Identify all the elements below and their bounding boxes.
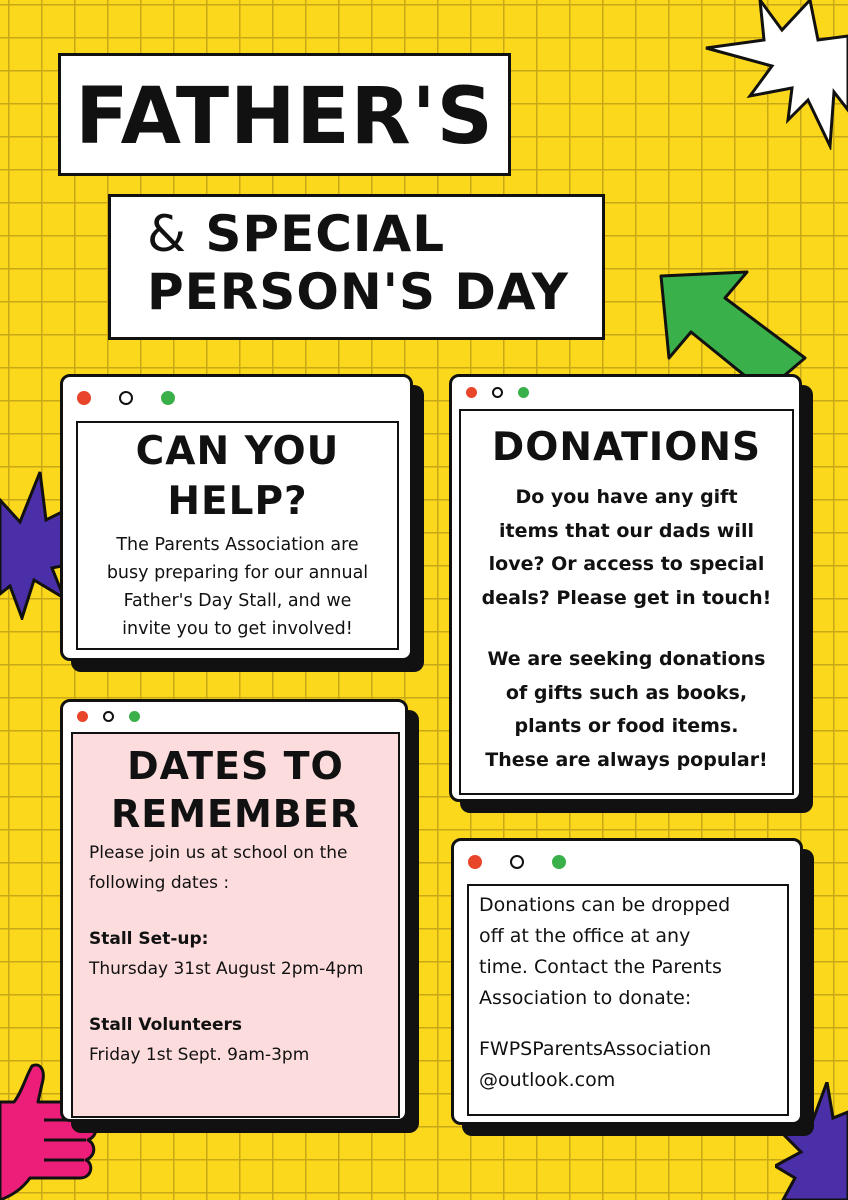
donations-text-line: plants or food items. xyxy=(514,715,739,737)
dates-heading-line-1: DATES TO xyxy=(127,744,344,788)
red-dot-icon xyxy=(77,711,88,722)
green-dot-icon xyxy=(518,387,529,398)
help-card-content xyxy=(76,421,399,650)
title-line-2 xyxy=(108,194,605,340)
donations-text-line: deals? Please get in touch! xyxy=(481,586,772,609)
help-text-line: The Parents Association are xyxy=(116,535,359,555)
contact-email[interactable]: FWPSParentsAssociation xyxy=(479,1038,712,1060)
dates-text xyxy=(73,838,398,1070)
dropoff-text xyxy=(469,886,787,1096)
dropoff-text-line: off at the office at any xyxy=(479,925,691,947)
title-fathers: FATHER'S xyxy=(75,72,494,162)
white-dot-icon xyxy=(119,391,133,405)
title-persons-day: PERSON'S DAY xyxy=(147,263,570,321)
help-heading-line-2: HELP? xyxy=(167,479,308,524)
red-dot-icon xyxy=(468,855,482,869)
donations-text-line: items that our dads will xyxy=(499,519,754,542)
white-dot-icon xyxy=(103,711,114,722)
help-text-line: invite you to get involved! xyxy=(122,619,353,639)
dates-heading-line-2: REMEMBER xyxy=(111,792,360,836)
dropoff-text-line: time. Contact the Parents xyxy=(479,956,722,978)
dates-card-content xyxy=(71,732,400,1118)
white-starburst-icon xyxy=(700,0,848,150)
white-dot-icon xyxy=(492,387,503,398)
donations-text-line: These are always popular! xyxy=(485,748,768,771)
dropoff-card-content xyxy=(467,884,789,1116)
donations-text-line: of gifts such as books, xyxy=(505,681,748,704)
volunteers-date: Friday 1st Sept. 9am-3pm xyxy=(89,1045,310,1065)
help-text-line: Father's Day Stall, and we xyxy=(123,591,352,611)
donations-text-line: Do you have any gift xyxy=(515,486,738,508)
dates-card xyxy=(60,699,408,1122)
dropoff-text-line: Donations can be dropped xyxy=(479,894,731,916)
dropoff-text-line: Association to donate: xyxy=(479,987,692,1009)
help-heading xyxy=(78,427,397,527)
volunteers-label: Stall Volunteers xyxy=(89,1015,243,1035)
dates-intro-line: following dates : xyxy=(89,873,230,893)
title-line-1 xyxy=(58,53,511,176)
red-dot-icon xyxy=(466,387,477,398)
setup-label: Stall Set-up: xyxy=(89,929,209,949)
contact-email-domain[interactable]: @outlook.com xyxy=(479,1069,616,1091)
donations-card-content xyxy=(459,409,794,795)
help-card xyxy=(60,374,413,661)
setup-date: Thursday 31st August 2pm-4pm xyxy=(89,959,364,979)
title-special: SPECIAL xyxy=(205,205,446,263)
green-dot-icon xyxy=(129,711,140,722)
dates-intro-line: Please join us at school on the xyxy=(89,843,348,863)
help-text-line: busy preparing for our annual xyxy=(106,563,369,583)
donations-card xyxy=(449,374,802,802)
green-dot-icon xyxy=(161,391,175,405)
dates-heading xyxy=(73,742,398,838)
green-dot-icon xyxy=(552,855,566,869)
help-heading-line-1: CAN YOU xyxy=(135,429,340,474)
donations-text-1 xyxy=(461,481,792,777)
help-text xyxy=(78,531,397,643)
white-dot-icon xyxy=(510,855,524,869)
donations-heading: DONATIONS xyxy=(491,425,762,470)
red-dot-icon xyxy=(77,391,91,405)
dropoff-card xyxy=(451,838,803,1125)
title-ampersand: & xyxy=(147,205,187,263)
donations-text-line: love? Or access to special xyxy=(488,553,765,575)
donations-text-line: We are seeking donations xyxy=(487,648,766,670)
